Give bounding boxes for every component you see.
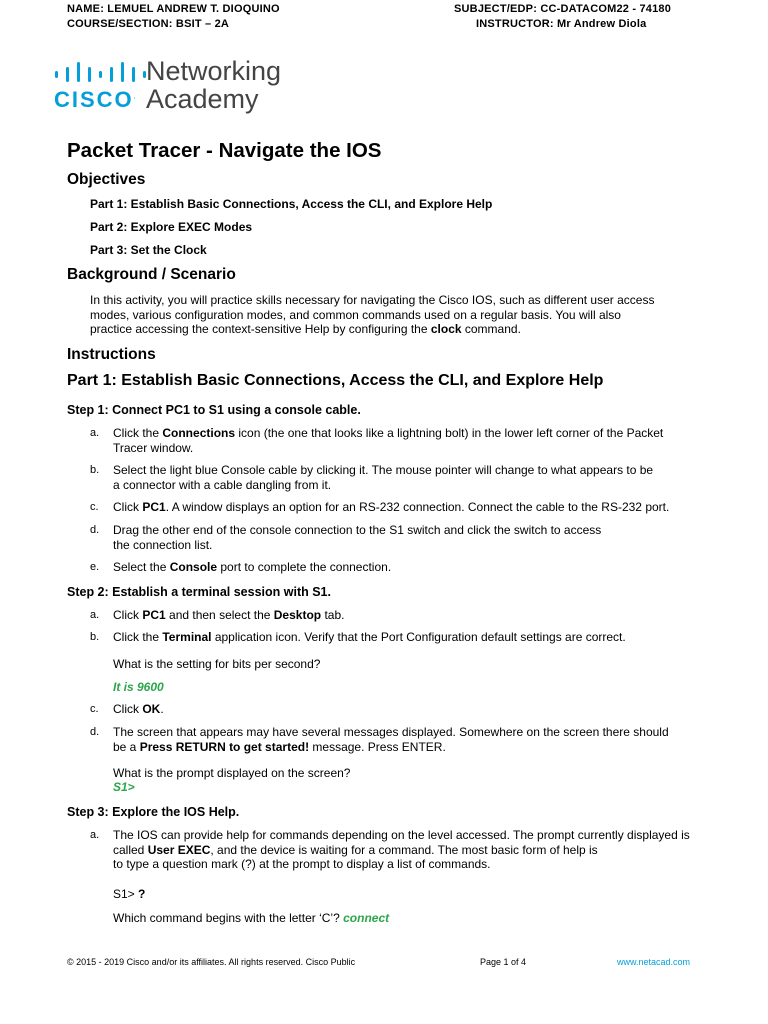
objective-part1: Part 1: Establish Basic Connections, Access the CLI, and Explore Help (90, 197, 493, 211)
page-title: Packet Tracer - Navigate the IOS (67, 139, 382, 162)
objectives-heading: Objectives (67, 171, 146, 188)
cli-prompt-help: S1> ? (113, 887, 146, 901)
background-paragraph: In this activity, you will practice skills necessary for navigating the Cisco IOS, such as different user access modes, various configuration modes, and common commands used on a regular basis. You will also practice accessing the context-sensitive Help by configuring the clock command. (90, 293, 655, 336)
answer-letter-c: connect (343, 911, 390, 925)
step2-heading: Step 2: Establish a terminal session with S1. (67, 585, 331, 599)
instructor: INSTRUCTOR: Mr Andrew Diola (476, 18, 647, 30)
instructions-heading: Instructions (67, 346, 156, 363)
footer-url-link[interactable]: www.netacad.com (617, 957, 691, 967)
answer-bits-per-second: It is 9600 (113, 680, 164, 694)
background-heading: Background / Scenario (67, 266, 236, 283)
footer-copyright: © 2015 - 2019 Cisco and/or its affiliates. All rights reserved. Cisco Public (67, 957, 356, 967)
logo-academy: Academy (146, 84, 259, 114)
objective-part2: Part 2: Explore EXEC Modes (90, 220, 253, 234)
footer-page-number: Page 1 of 4 (480, 957, 527, 967)
student-name: NAME: LEMUEL ANDREW T. DIOQUINO (67, 3, 280, 15)
question-bits-per-second: What is the setting for bits per second? (113, 657, 321, 671)
part1-heading: Part 1: Establish Basic Connections, Access the CLI, and Explore Help (67, 372, 604, 389)
question-letter-c: Which command begins with the letter ‘C’? connect (113, 911, 390, 925)
cisco-networking-academy-logo (54, 56, 314, 118)
cisco-wordmark: CISCO. (54, 87, 136, 112)
subject-edp: SUBJECT/EDP: CC-DATACOM22 - 74180 (454, 3, 672, 15)
objective-part3: Part 3: Set the Clock (90, 243, 207, 257)
answer-prompt: S1> (113, 780, 135, 794)
logo-networking: Networking (146, 56, 282, 86)
question-prompt: What is the prompt displayed on the screen? (113, 766, 351, 780)
step1-heading: Step 1: Connect PC1 to S1 using a console cable. (67, 403, 361, 417)
step3-heading: Step 3: Explore the IOS Help. (67, 805, 240, 819)
cisco-bars-icon (54, 62, 150, 82)
course-section: COURSE/SECTION: BSIT – 2A (67, 18, 230, 30)
